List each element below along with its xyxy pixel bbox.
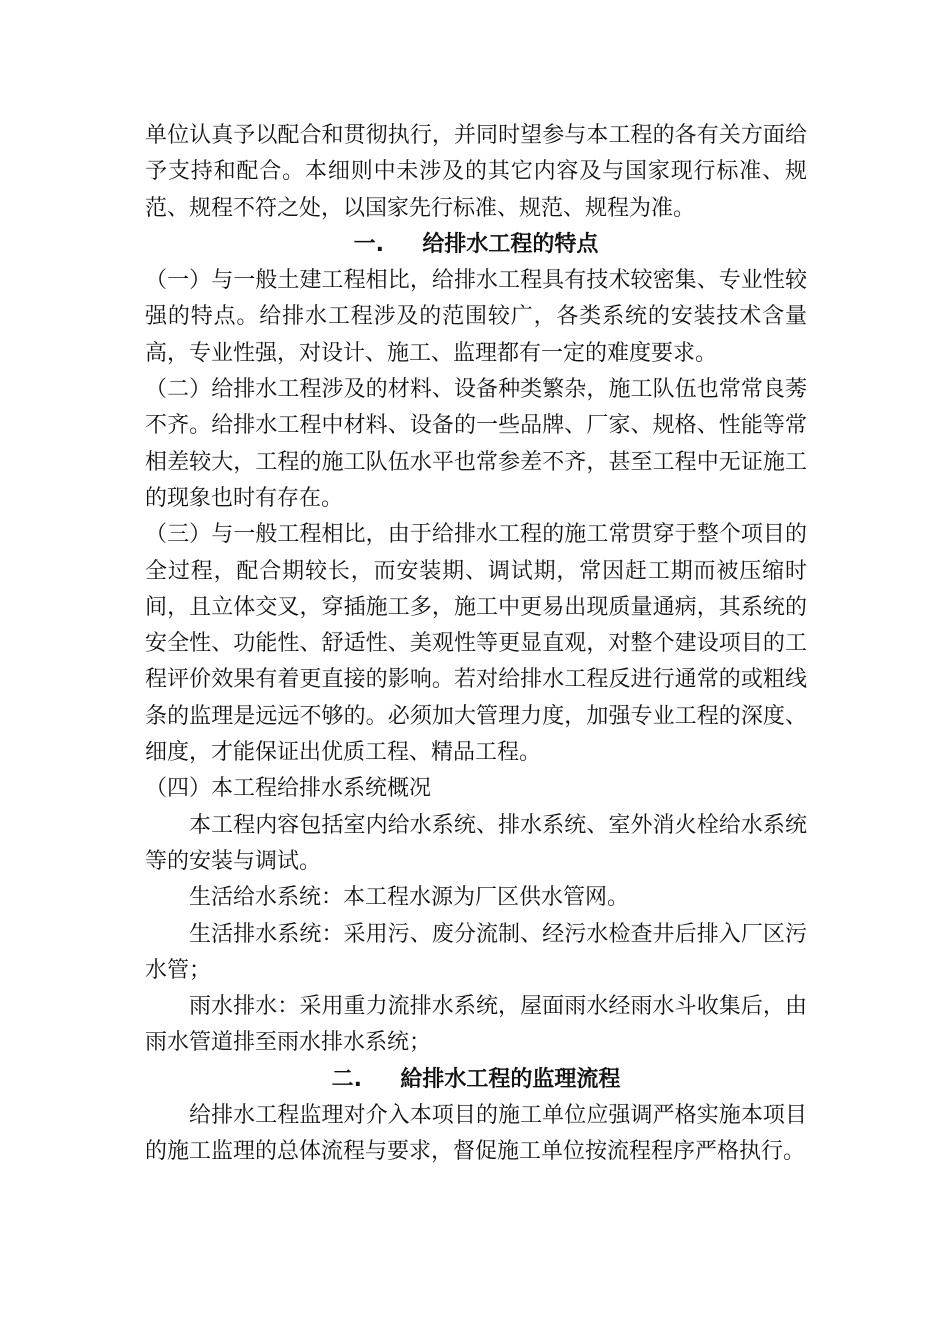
section-heading-2: 二. 給排水工程的监理流程	[331, 1066, 621, 1092]
paragraph-intro-continuation: 单位认真予以配合和贯彻执行，并同时望参与本工程的各有关方面给予支持和配合。本细则中未涉及的其它内容及与国家现行标准、规范、规程不符之处，以国家先行标准、规范、规程为准。	[145, 123, 807, 221]
section-heading-1: 一. 给排水工程的特点	[353, 231, 599, 257]
paragraph-supervision-process: 给排水工程监理对介入本项目的施工单位应强调严格实施本项目的施工监理的总体流程与要求，督促施工单位按流程程序严格执行。	[145, 1103, 807, 1165]
paragraph-point-2: （二）给排水工程涉及的材料、设备种类繁杂，施工队伍也常常良莠不齐。给排水工程中材料、设备的一些品牌、厂家、规格、性能等常相差较大，工程的施工队伍水平也常参差不齐，甚至工程中无证施工的现象也时有存在。	[145, 377, 807, 511]
paragraph-point-3: （三）与一般工程相比，由于给排水工程的施工常贯穿于整个项目的全过程，配合期较长，而安装期、调试期，常因赶工期而被压缩时间，且立体交叉，穿插施工多，施工中更易出现质量通病，其系统的安全性、功能性、舒适性、美观性等更显直观，对整个建设项目的工程评价效果有着更直接的影响。若对给排水工程反进行通常的或粗线条的监理是远远不够的。必须加大管理力度，加强专业工程的深度、细度，才能保证出优质工程、精品工程。	[145, 522, 807, 766]
paragraph-scope: 本工程内容包括室内给水系统、排水系统、室外消火栓给水系统等的安装与调试。	[145, 812, 807, 874]
paragraph-drainage: 生活排水系统：采用污、废分流制、经污水检查井后排入厂区污水管；	[145, 921, 807, 983]
paragraph-point-4-title: （四）本工程给排水系统概况	[145, 776, 432, 802]
paragraph-rainwater: 雨水排水：采用重力流排水系统，屋面雨水经雨水斗收集后，由雨水管道排至雨水排水系统；	[145, 994, 807, 1056]
document-body	[145, 118, 807, 1171]
paragraph-point-1: （一）与一般土建工程相比，给排水工程具有技术较密集、专业性较强的特点。给排水工程涉及的范围较广，各类系统的安装技术含量高，专业性强，对设计、施工、监理都有一定的难度要求。	[145, 268, 807, 366]
paragraph-water-supply: 生活给水系统：本工程水源为厂区供水管网。	[189, 885, 630, 911]
